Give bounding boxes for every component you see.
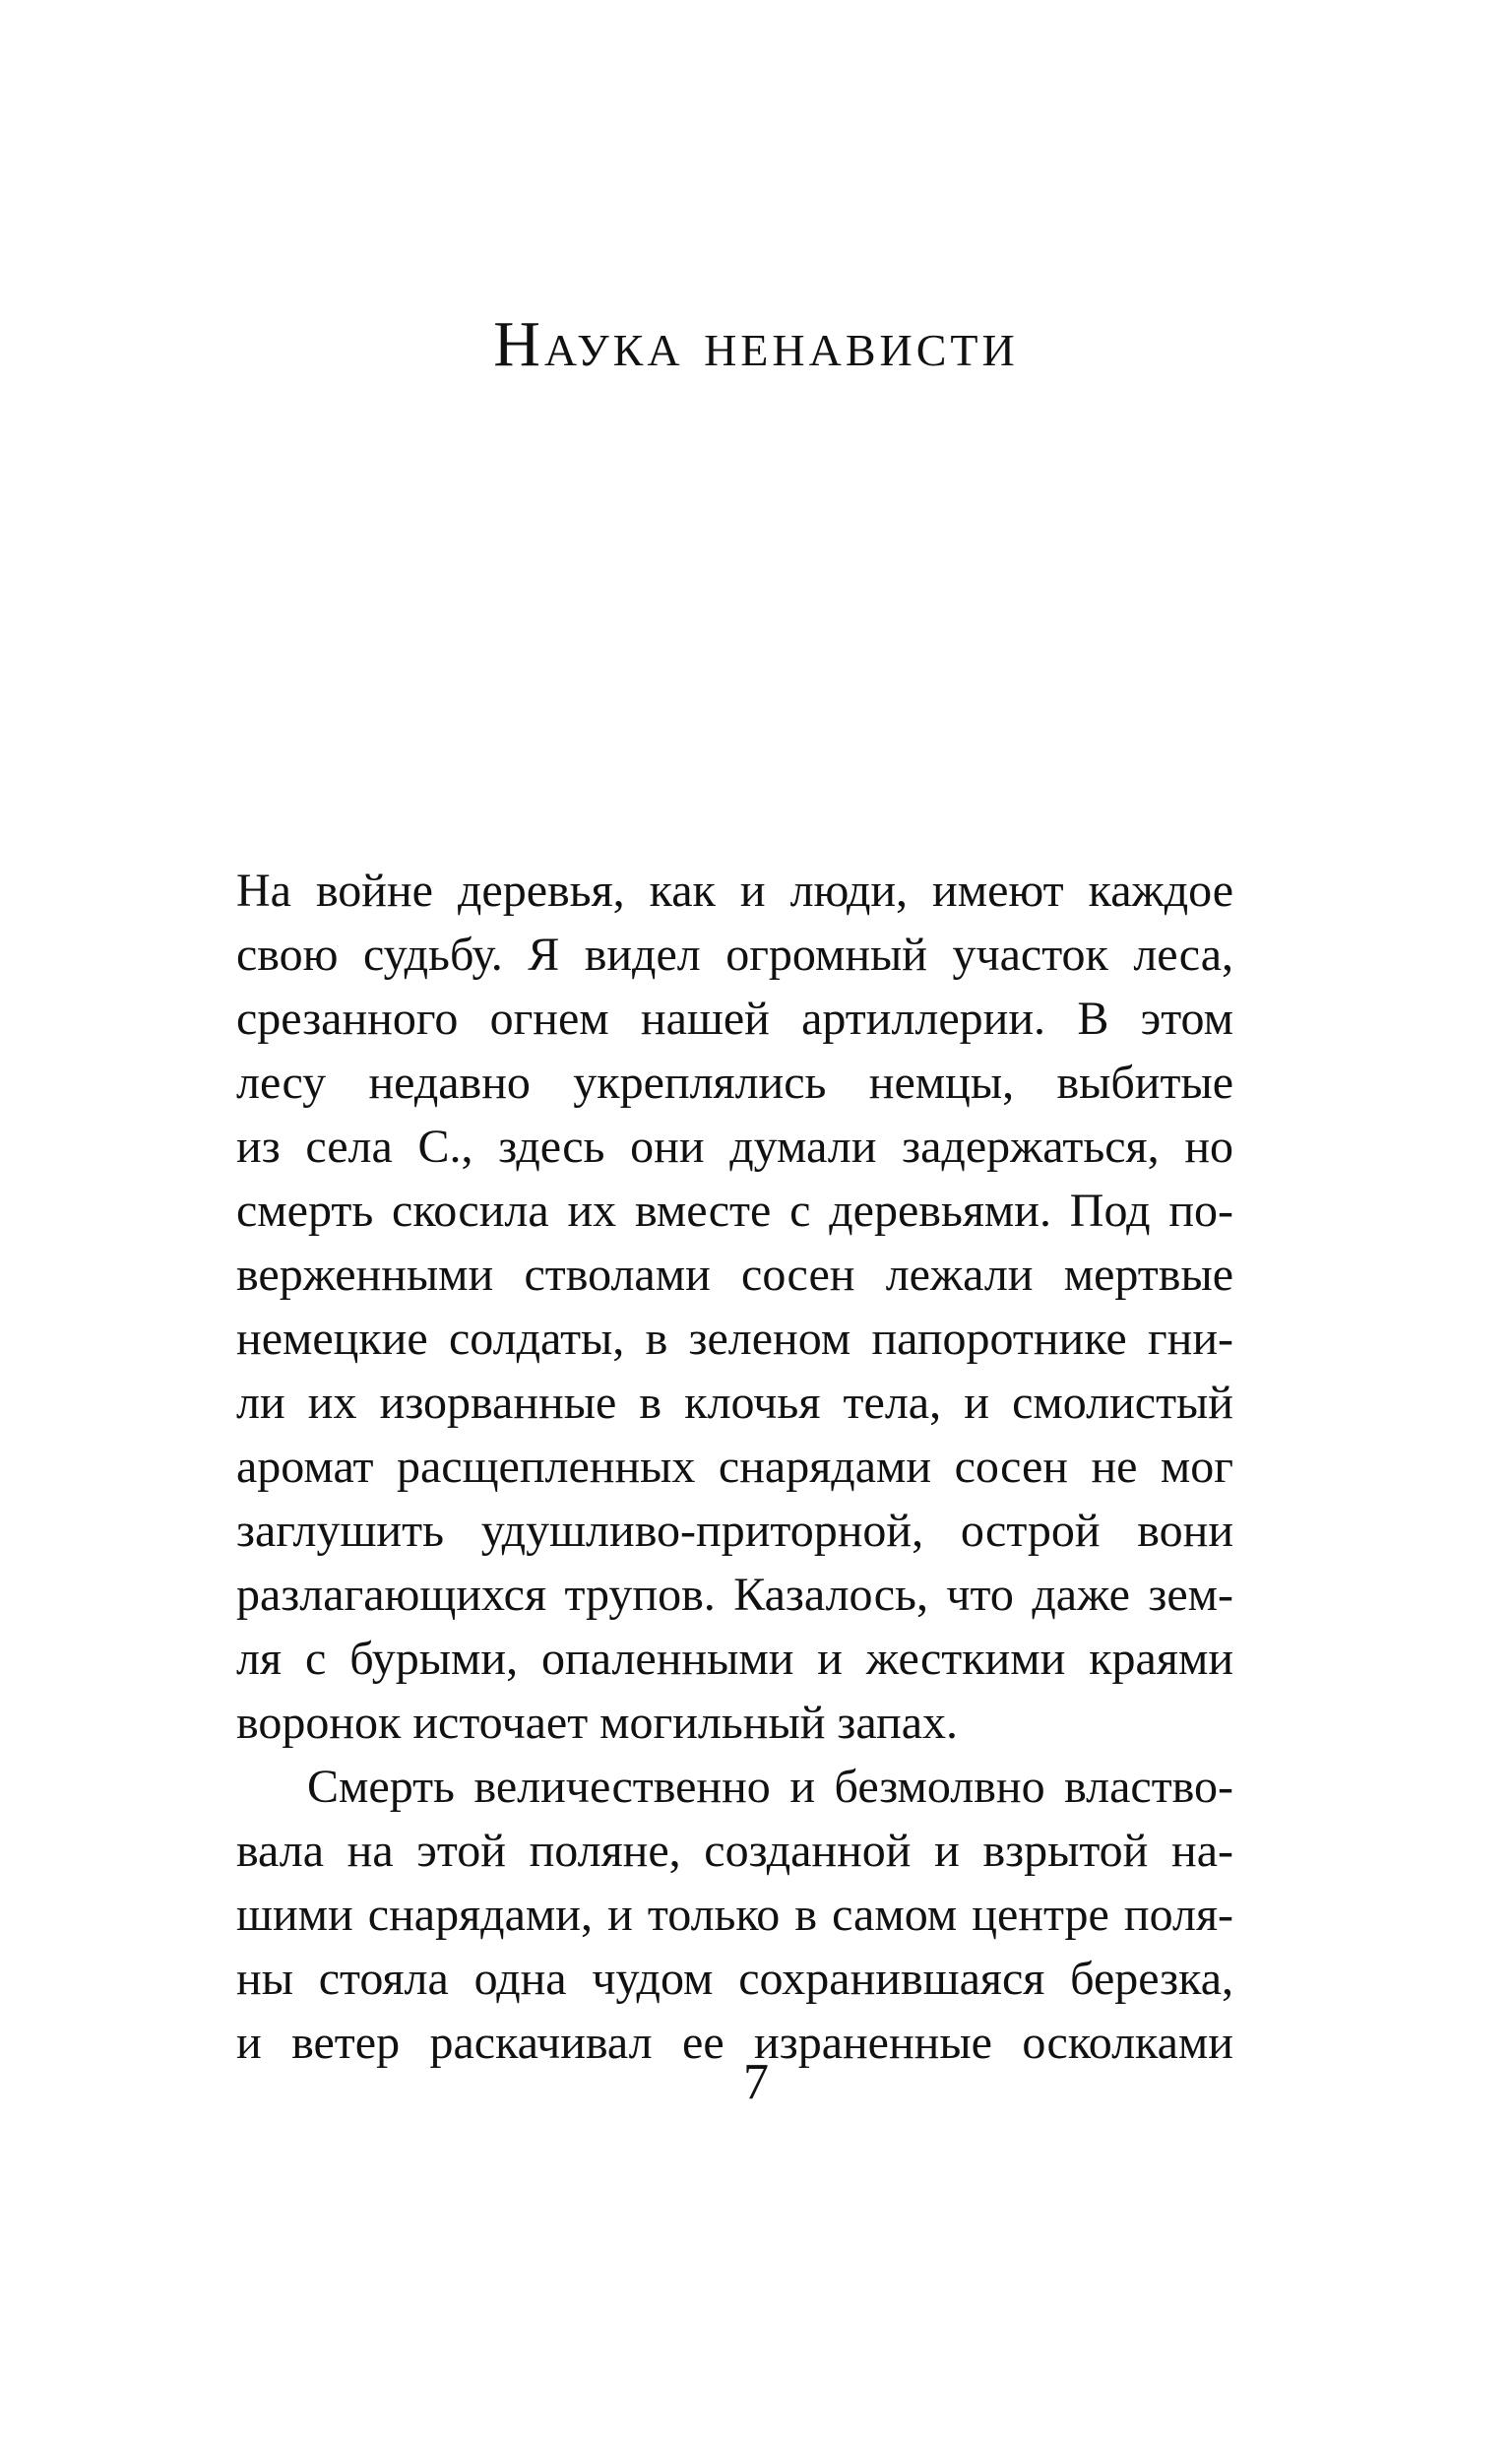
text-line: шими снарядами, и только в самом центре поля- — [236, 1889, 1233, 1941]
text-line: лесу недавно укреплялись немцы, выбитые — [236, 1057, 1233, 1109]
text-line: заглушить удушливо-приторной, острой вони — [236, 1505, 1233, 1557]
text-line: ля с бурыми, опаленными и жесткими краями — [236, 1633, 1233, 1685]
text-line: аромат расщепленных снарядами сосен не мог — [236, 1441, 1233, 1493]
text-line: ны стояла одна чудом сохранившаяся березка, — [236, 1953, 1233, 2005]
text-line: На войне деревья, как и люди, имеют каждое — [236, 865, 1233, 917]
chapter-title: Наука ненависти — [493, 308, 1019, 380]
text-line: смерть скосила их вместе с деревьями. Под по- — [236, 1185, 1233, 1237]
text-line: вала на этой поляне, созданной и взрытой на- — [236, 1825, 1233, 1877]
text-line: из села С., здесь они думали задержаться, но — [236, 1121, 1233, 1173]
body-text — [236, 859, 1233, 2075]
text-line: срезанного огнем нашей артиллерии. В этом — [236, 993, 1233, 1045]
text-line: воронок источает могильный запах. — [236, 1697, 959, 1749]
text-line: разлагающихся трупов. Казалось, что даже зем- — [236, 1569, 1233, 1621]
text-line: свою судьбу. Я видел огромный участок леса, — [236, 929, 1233, 981]
text-line: и ветер раскачивал ее израненные осколками — [236, 2017, 1233, 2069]
text-line: Смерть величественно и безмолвно властво- — [307, 1761, 1233, 1813]
text-line: верженными стволами сосен лежали мертвые — [236, 1249, 1233, 1301]
text-line: ли их изорванные в клочья тела, и смолистый — [236, 1377, 1233, 1429]
page-number: 7 — [743, 2054, 769, 2110]
text-line: немецкие солдаты, в зеленом папоротнике гни- — [236, 1313, 1233, 1365]
